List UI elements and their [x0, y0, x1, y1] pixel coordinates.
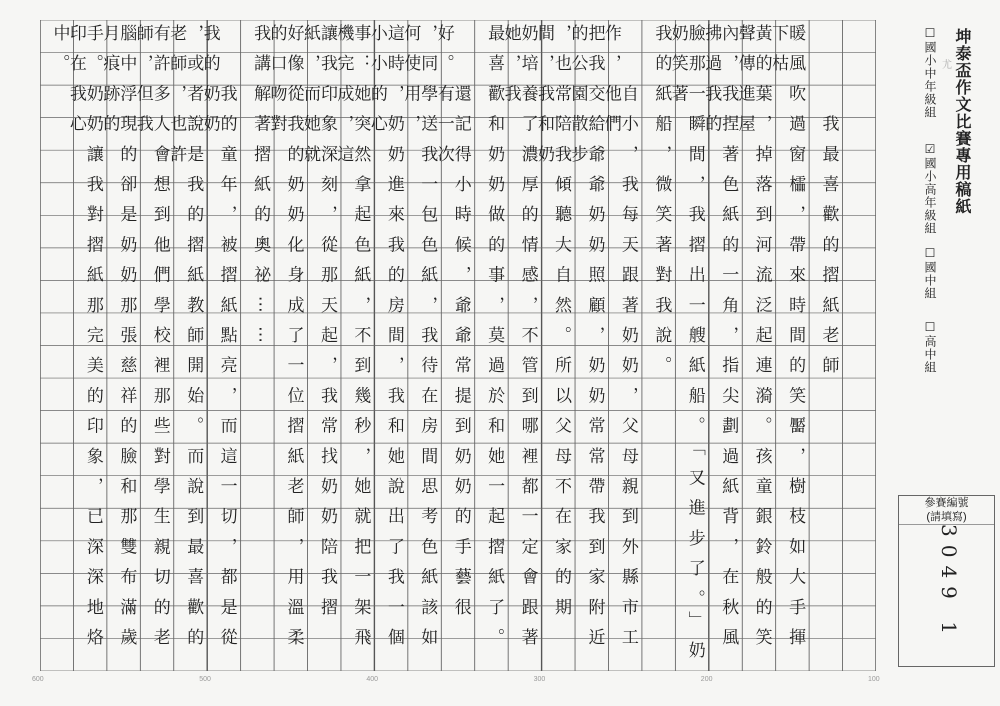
essay-column: ，或者說是我的摺紙教師開始。而說到最喜歡的老師，也許: [166, 24, 204, 659]
essay-column: 手。奶奶讓我對摺紙那完美的印象，已深深地烙印在我心: [65, 24, 103, 659]
essay-column: 讓我印象深刻，從那天起，我常找奶奶陪我摺紙，而她就: [299, 24, 337, 628]
category-option[interactable]: [922, 246, 939, 300]
category-label: 國中組: [923, 261, 937, 300]
category-label: 國小高年級組: [923, 157, 937, 235]
essay-column: 還記得小時候，爺爺常提到奶奶的手藝很好。有一次: [433, 24, 471, 628]
column-ruler: [32, 676, 880, 692]
category-label: 國小中年級組: [923, 41, 937, 119]
category-checkbox[interactable]: ☑: [923, 142, 937, 157]
category-option[interactable]: [922, 142, 939, 235]
essay-column: 我講解著摺紙的奧祕⋯⋯: [250, 24, 271, 357]
essay-column: 有許多人會想到他們學校裡那些對學生親切的老師，但我: [132, 24, 170, 659]
ruler-number: 100: [868, 676, 880, 683]
essay-column: 把我交給爺爺奶奶照顧，奶奶常常帶我到家附近的公園散步: [567, 24, 605, 659]
essay-column: 我的紙船，微笑著對我說。: [651, 24, 672, 387]
entry-number-label: 參賽編號: [924, 497, 969, 509]
category-checkbox[interactable]: ☐: [923, 320, 937, 335]
category-checkbox[interactable]: ☐: [923, 246, 937, 261]
ruler-number: 500: [199, 676, 211, 683]
essay-column: 我的童年，被摺紙點亮，而這一切，都是從我的奶奶: [199, 24, 237, 659]
margin-mark: 尤: [942, 60, 952, 71]
entry-number-hint: (請填寫): [926, 511, 967, 523]
essay-column: 奶培養了濃厚的情感，不管到哪裡都一定會跟著她，我: [500, 24, 538, 659]
essay-column: 臉那一瞬間，我摺出一艘紙船。「又進步了。」奶奶笑著: [667, 24, 705, 672]
essay-column: 腦中浮現的卻是奶奶那張慈祥的臉和那雙布滿歲月痕跡的: [99, 24, 137, 659]
essay-column: 這時，奶奶進來我的房間，我和她說出了我一個小小的心: [366, 24, 404, 659]
entry-number-title: [899, 496, 994, 525]
ruler-number: 600: [32, 676, 44, 683]
entry-number-value: 3049 1: [937, 524, 961, 642]
form-header: [898, 20, 990, 490]
essay-column: 自小，我每天跟著奶奶，父母親到外縣市工作，他們: [600, 24, 638, 659]
essay-column: ，同學送我一包色紙，我待在房間思考色紙該如何使用，: [400, 24, 438, 659]
ruler-number: 300: [533, 676, 546, 683]
essay-column: [851, 20, 870, 675]
essay-column: 最喜歡和奶奶做的事，莫過於和她一起摺紙了。: [484, 24, 505, 659]
category-option[interactable]: [922, 26, 939, 119]
category-checkbox[interactable]: ☐: [923, 26, 937, 41]
ruler-number: 400: [366, 676, 379, 683]
essay-column: 黃的葉，掉落到河流泛起連漪。孩童銀鈴般的笑聲傳進屋: [734, 24, 772, 659]
essay-column: 我最喜歡的摺紙老師: [818, 24, 839, 387]
essay-column: 內，我捏著色紙的一角，指尖劃過紙背，在秋風拂過我的: [701, 24, 739, 659]
essay-column: 中。: [49, 24, 70, 85]
essay-column: 暖風吹過窗櫺，帶來時間的笑靨，樹枝如大手揮下枯: [768, 24, 806, 659]
ruler-number: 200: [700, 676, 713, 683]
category-label: 高中組: [923, 335, 937, 374]
form-title: 坤泰盃作文比賽專用稿紙: [953, 28, 970, 215]
essay-column: 事：她突然拿起色紙，不到幾秒，她就把一架飛機完成，這: [333, 24, 371, 659]
category-option[interactable]: [922, 320, 939, 374]
essay-column: 好像從我的奶奶化身成了一位摺紙老師，用溫柔的口吻對: [266, 24, 304, 659]
entry-number-box: [898, 495, 995, 667]
essay-column: ，也常陪我傾聽大自然。所以父母不在家的期間，我和奶: [534, 24, 572, 628]
